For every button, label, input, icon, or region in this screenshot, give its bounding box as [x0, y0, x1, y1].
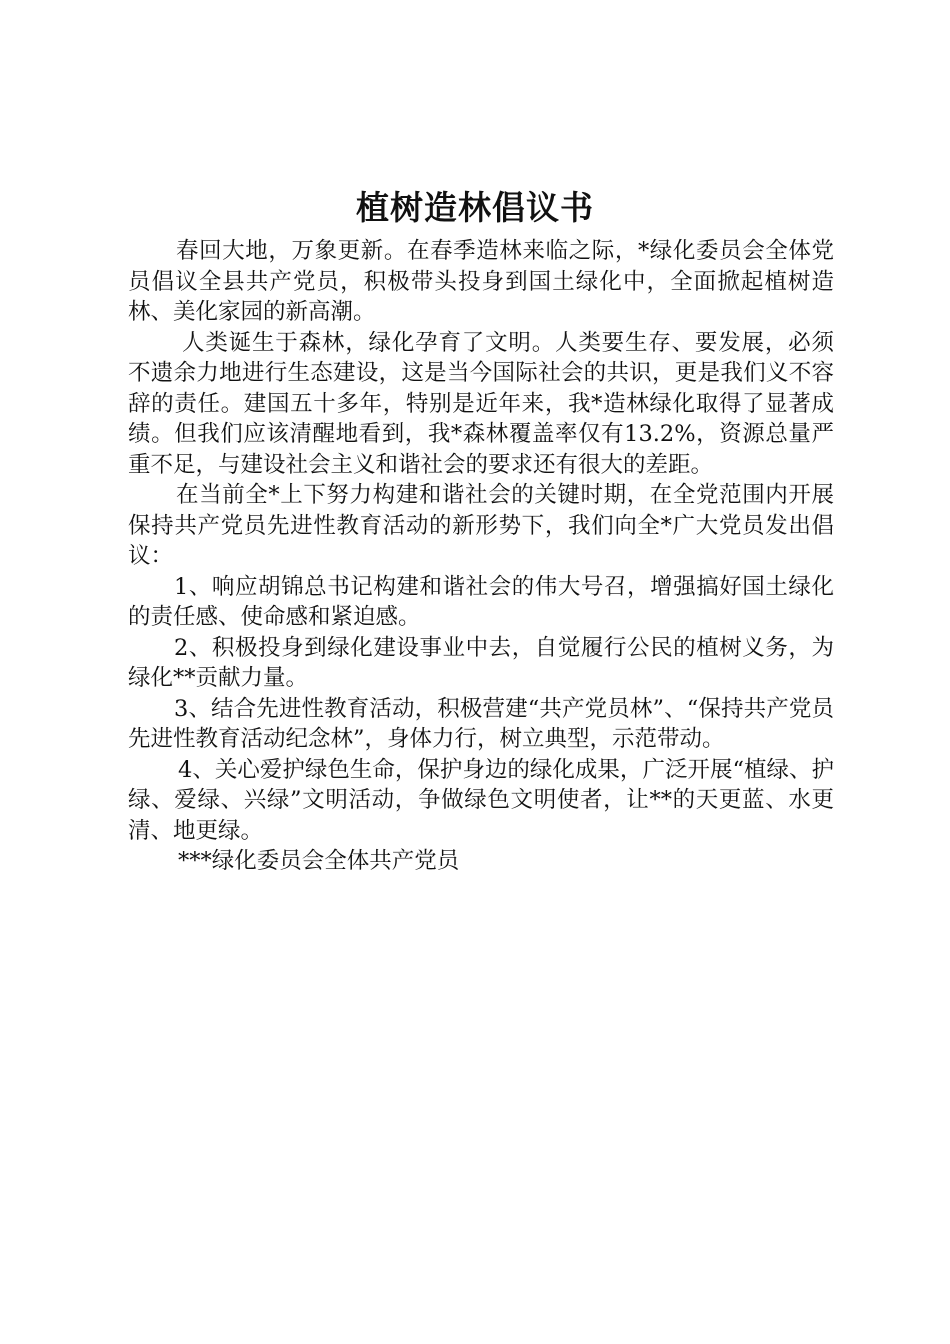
paragraph-background: 人类诞生于森林，绿化孕育了文明。人类要生存、要发展，必须不遗余力地进行生态建设，这是当今国际社会的共识，更是我们义不容辞的责任。建国五十多年，特别是近年来，我*造林绿化取得了显著成绩。但我们应该清醒地看到，我*森林覆盖率仅有13.2%，资源总量严重不足，与建设社会主义和谐社会的要求还有很大的差距。 [128, 329, 834, 478]
paragraph-intro: 春回大地，万象更新。在春季造林来临之际，*绿化委员会全体党员倡议全县共产党员，积极带头投身到国土绿化中，全面掀起植树造林、美化家园的新高潮。 [128, 238, 834, 325]
proposal-item-1: 1、响应胡锦总书记构建和谐社会的伟大号召，增强搞好国土绿化的责任感、使命感和紧迫感。 [128, 573, 834, 630]
signature: ***绿化委员会全体共产党员 [178, 848, 460, 874]
document-title: 植树造林倡议书 [356, 188, 594, 227]
proposal-item-3: 3、结合先进性教育活动，积极营建“共产党员林”、“保持共产党员先进性教育活动纪念林”，身体力行，树立典型，示范带动。 [128, 695, 834, 752]
proposal-item-2: 2、积极投身到绿化建设事业中去，自觉履行公民的植树义务，为绿化**贡献力量。 [128, 634, 834, 691]
proposal-item-4: 4、关心爱护绿色生命，保护身边的绿化成果，广泛开展“植绿、护绿、爱绿、兴绿”文明活动，争做绿色文明使者，让**的天更蓝、水更清、地更绿。 [128, 756, 834, 844]
document-body [128, 236, 834, 877]
paragraph-proposal: 在当前全*上下努力构建和谐社会的关键时期，在全党范围内开展保持共产党员先进性教育活动的新形势下，我们向全*广大党员发出倡议： [128, 482, 834, 569]
